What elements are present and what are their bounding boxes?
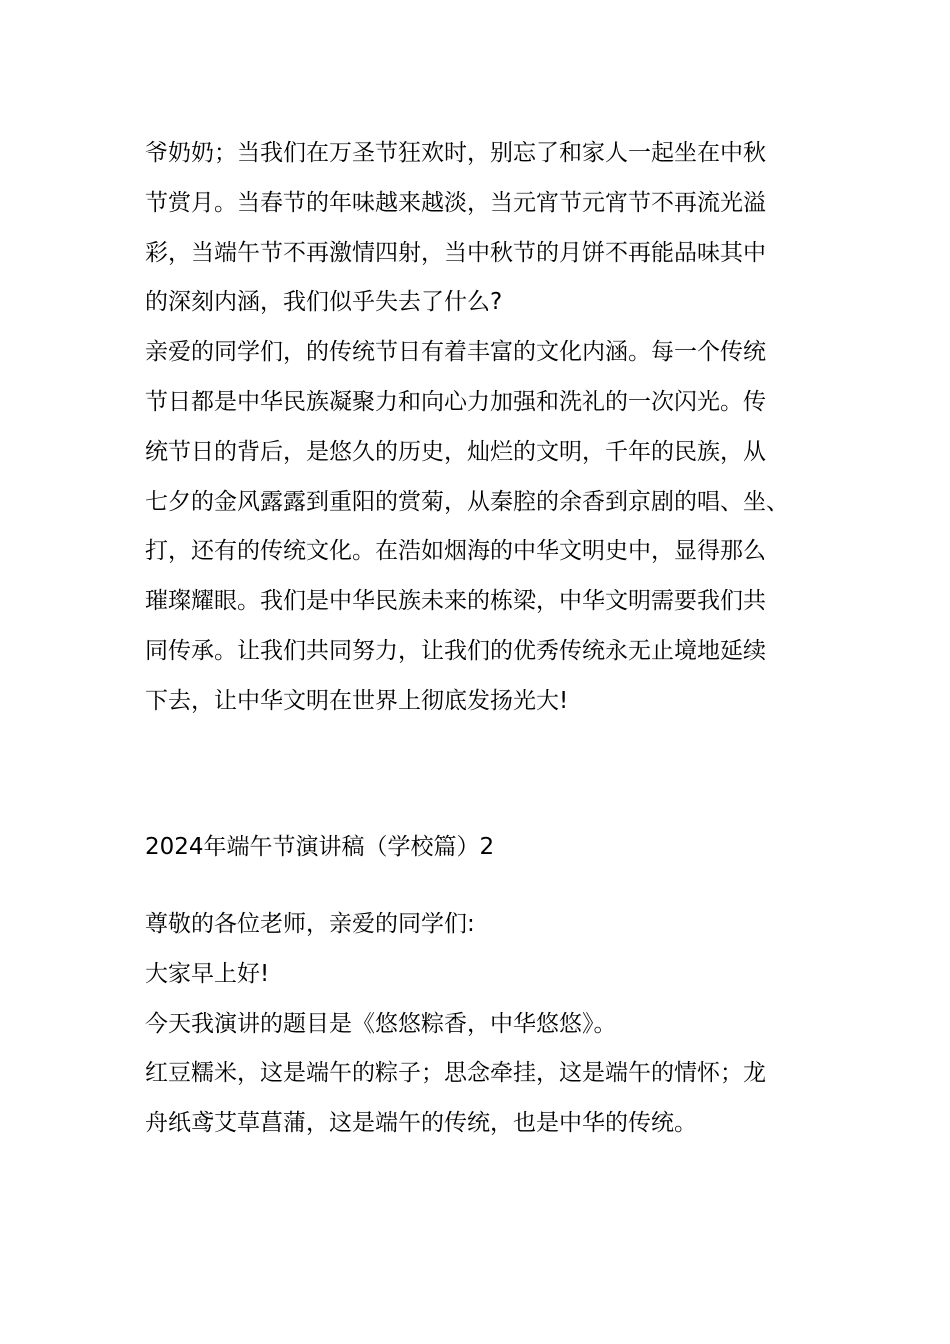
text-line: 打，还有的传统文化。在浩如烟海的中华文明史中，显得那么 [145,538,766,565]
text-line: 七夕的金风露露到重阳的赏菊，从秦腔的余香到京剧的唱、坐、 [145,488,789,515]
text-line: 节日都是中华民族凝聚力和向心力加强和洗礼的一次闪光。传 [145,388,766,415]
text-line: 亲爱的同学们，的传统节日有着丰富的文化内涵。每一个传统 [145,339,766,366]
text-line: 大家早上好! [145,960,270,987]
text-line: 爷奶奶；当我们在万圣节狂欢时，别忘了和家人一起坐在中秋 [145,140,766,166]
text-line: 红豆糯米，这是端午的粽子；思念牵挂，这是端午的情怀；龙 [145,1060,766,1087]
new-speech-paragraphs [145,905,810,1154]
text-line: 彩，当端午节不再激情四射，当中秋节的月饼不再能品味其中 [145,239,766,266]
text-line: 统节日的背后，是悠久的历史，灿烂的文明，千年的民族，从 [145,438,766,465]
text-line: 今天我演讲的题目是《悠悠粽香，中华悠悠》。 [145,1010,617,1037]
text-line: 尊敬的各位老师，亲爱的同学们: [145,911,475,937]
continued-speech-paragraphs [145,134,810,732]
text-line: 节赏月。当春节的年味越来越淡，当元宵节元宵节不再流光溢 [145,189,766,216]
text-line: 同传承。让我们共同努力，让我们的优秀传统永无止境地延续 [145,637,766,664]
section-title: 2024年端午节演讲稿（学校篇）2 [145,834,495,860]
text-line: 舟纸鸢艾草菖蒲，这是端午的传统，也是中华的传统。 [145,1110,697,1137]
text-line: 的深刻内涵，我们似乎失去了什么? [145,289,503,316]
text-line: 璀璨耀眼。我们是中华民族未来的栋梁，中华文明需要我们共 [145,588,766,615]
section-heading-container [145,832,810,862]
text-line: 下去，让中华文明在世界上彻底发扬光大! [145,687,569,714]
